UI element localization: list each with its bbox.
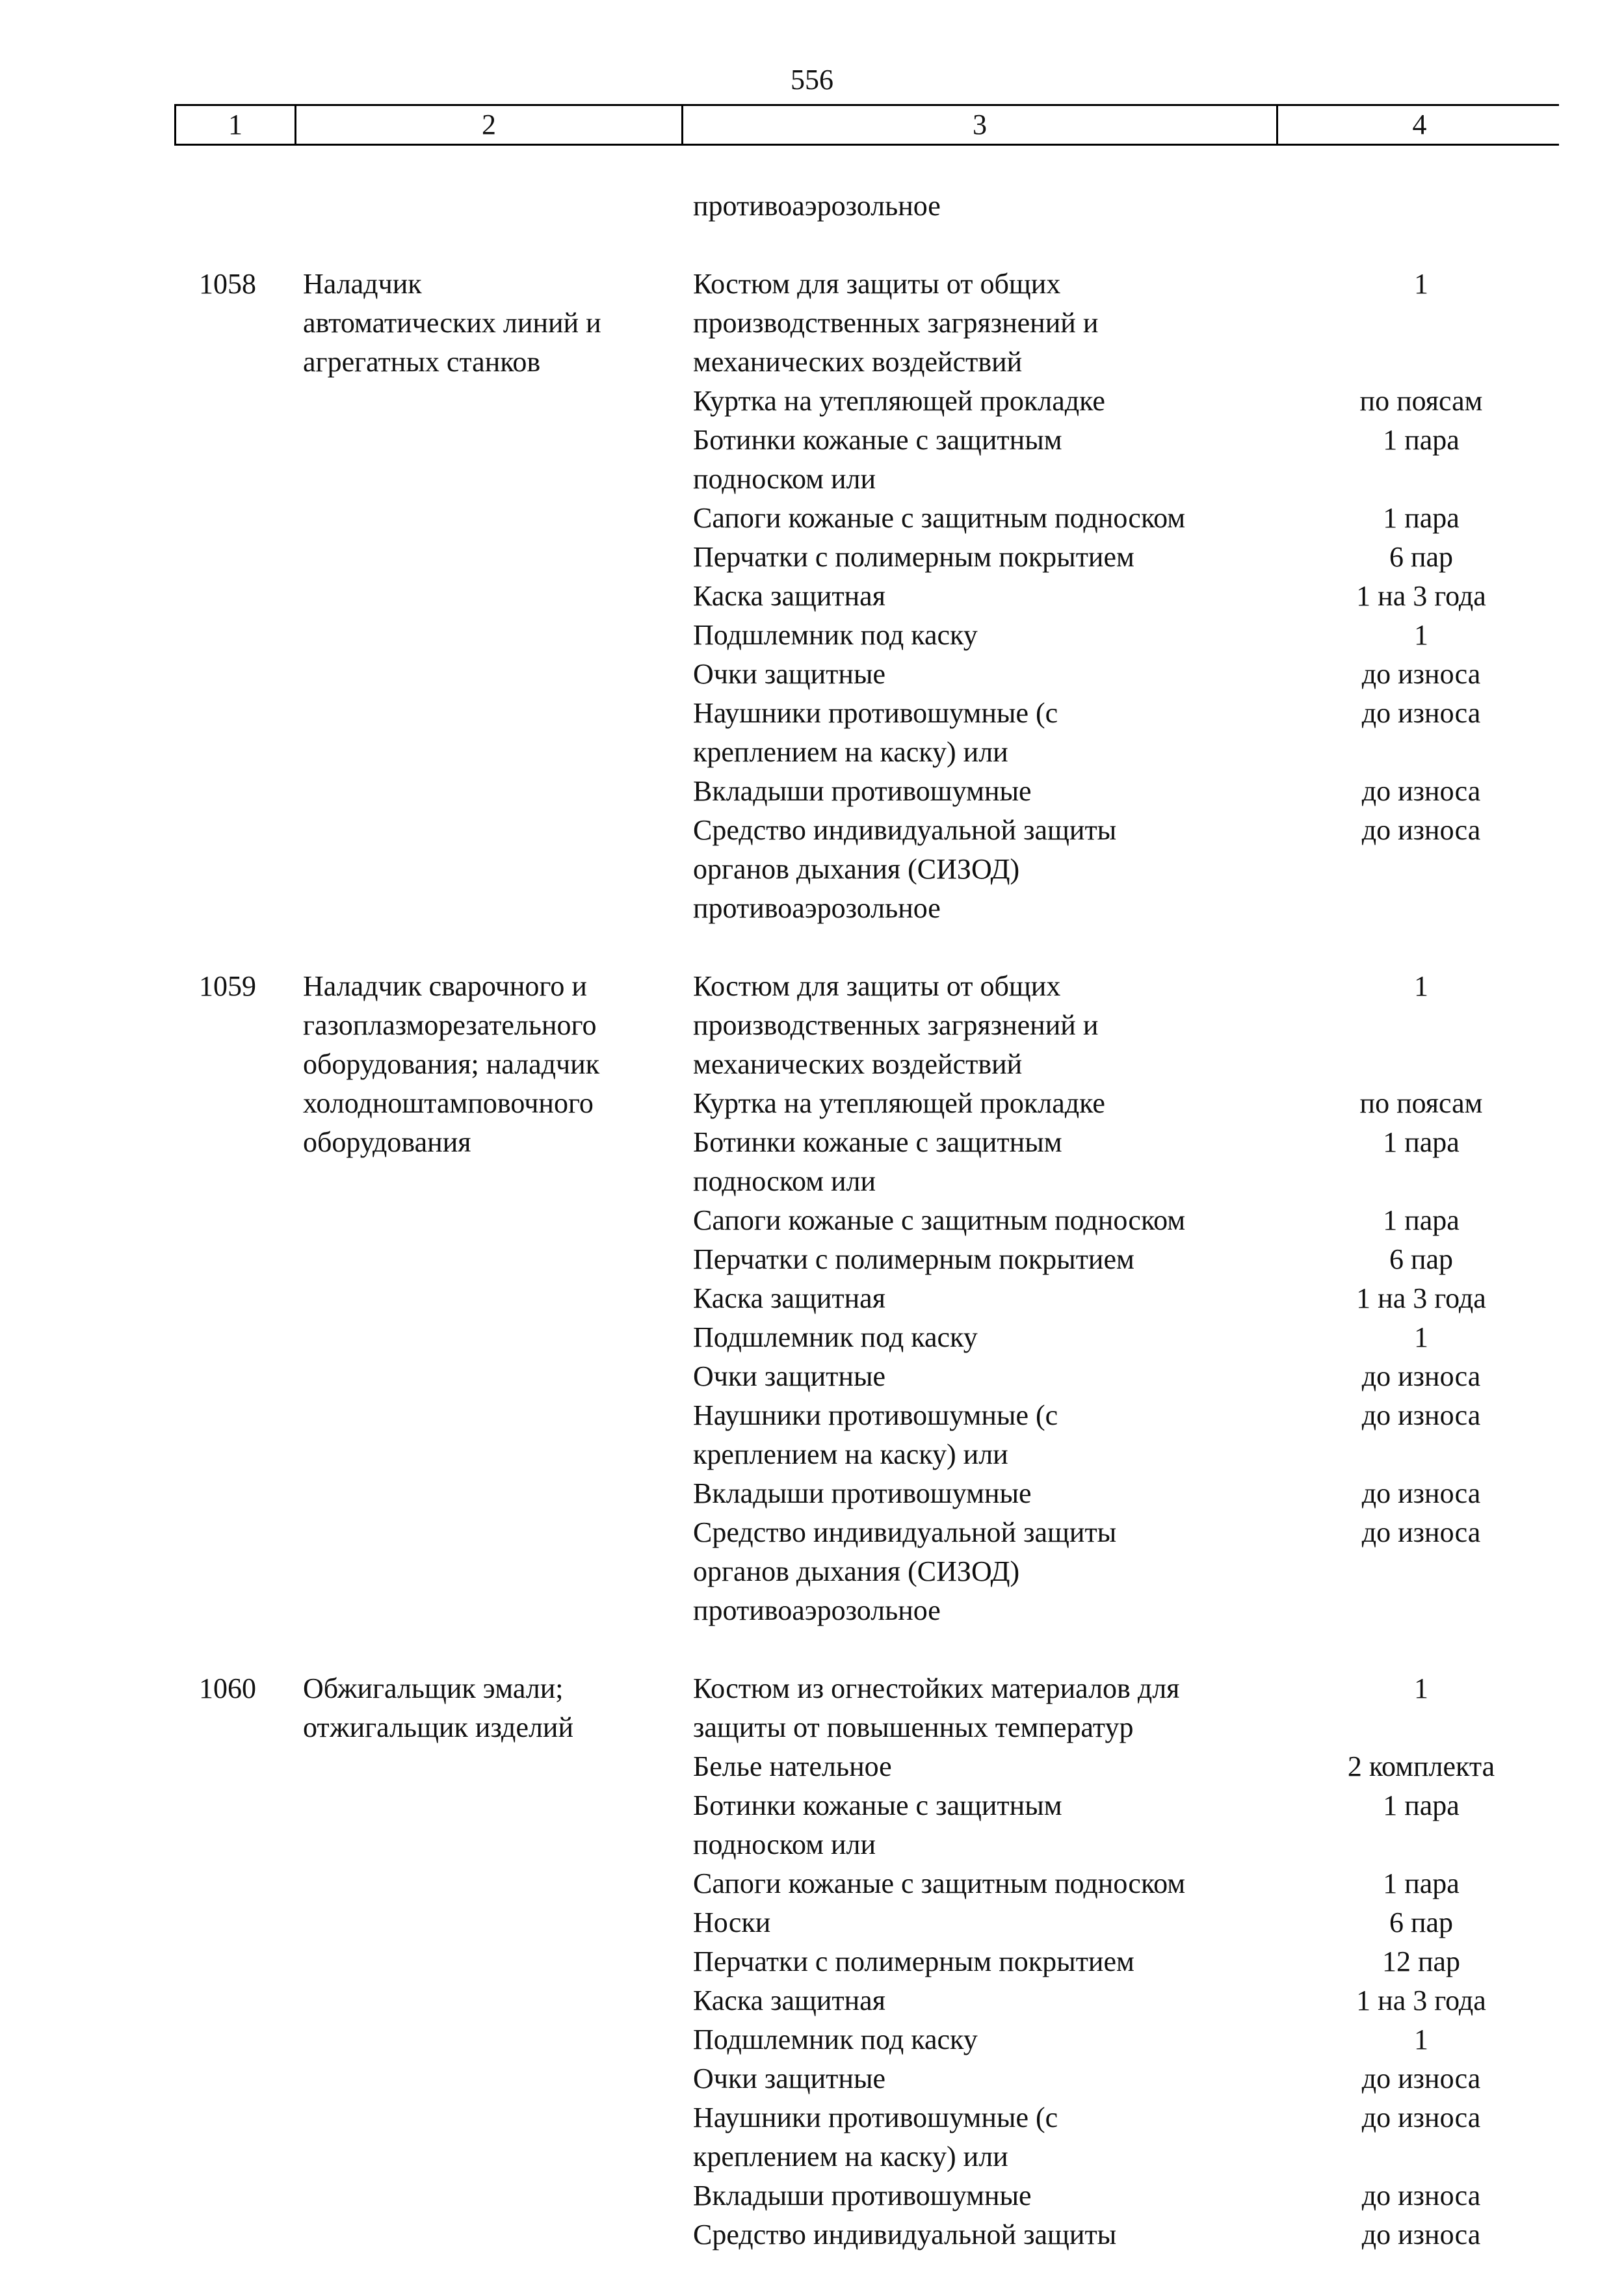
- ppe-item-quantity: до износа: [1361, 697, 1481, 729]
- ppe-item-quantity: 1 на 3 года: [1356, 580, 1486, 612]
- ppe-item-name: противоаэрозольное: [693, 892, 941, 924]
- ppe-item-name: Сапоги кожаные с защитным подноском: [693, 1204, 1186, 1236]
- ppe-item-name: Подшлемник под каску: [693, 2024, 978, 2055]
- ppe-item-name: Сапоги кожаные с защитным подноском: [693, 502, 1186, 534]
- ppe-item-name: органов дыхания (СИЗОД): [693, 1555, 1020, 1587]
- ppe-item-name: Средство индивидуальной защиты: [693, 2219, 1117, 2250]
- ppe-item-name: механических воздействий: [693, 346, 1023, 378]
- ppe-item-name: Наушники противошумные (с: [693, 697, 1058, 729]
- ppe-item-name: Костюм для защиты от общих: [693, 268, 1061, 300]
- ppe-item-name: креплением на каску) или: [693, 2141, 1008, 2172]
- page-number: 556: [791, 64, 833, 96]
- ppe-item-quantity: по поясам: [1359, 1087, 1483, 1119]
- ppe-item-name: креплением на каску) или: [693, 1438, 1008, 1470]
- ppe-item-quantity: до износа: [1361, 775, 1481, 807]
- ppe-item-name: защиты от повышенных температур: [693, 1711, 1134, 1743]
- ppe-item-quantity: 1 пара: [1383, 1204, 1460, 1236]
- ppe-item-quantity: 1: [1414, 2024, 1428, 2055]
- header-col-3: 3: [973, 109, 987, 140]
- ppe-item-name: Очки защитные: [693, 658, 886, 690]
- ppe-item-quantity: 6 пар: [1389, 1907, 1454, 1938]
- ppe-item-name: органов дыхания (СИЗОД): [693, 853, 1020, 885]
- ppe-item-quantity: 6 пар: [1389, 541, 1454, 573]
- ppe-item-quantity: до износа: [1361, 2219, 1481, 2250]
- ppe-item-name: Ботинки кожаные с защитным: [693, 1126, 1062, 1158]
- ppe-item-name: Вкладыши противошумные: [693, 2180, 1032, 2211]
- profession-name: Наладчик сварочного и: [303, 970, 587, 1002]
- ppe-item-name: Перчатки с полимерным покрытием: [693, 1946, 1134, 1977]
- ppe-item-name: Каска защитная: [693, 1985, 885, 2016]
- row-number: 1058: [199, 268, 256, 300]
- ppe-item-name: Подшлемник под каску: [693, 619, 978, 651]
- ppe-item-name: Куртка на утепляющей прокладке: [693, 385, 1105, 417]
- ppe-item-quantity: до износа: [1361, 1399, 1481, 1431]
- ppe-item-quantity: 1: [1414, 1321, 1428, 1353]
- ppe-item-name: механических воздействий: [693, 1048, 1023, 1080]
- ppe-item-name: подноском или: [693, 1828, 876, 1860]
- profession-name: газоплазморезательного: [303, 1009, 597, 1041]
- ppe-item-quantity: 2 комплекта: [1347, 1750, 1495, 1782]
- ppe-item-quantity: до износа: [1361, 658, 1481, 690]
- profession-name: агрегатных станков: [303, 346, 541, 378]
- ppe-item-quantity: 6 пар: [1389, 1243, 1454, 1275]
- column-header-row: [174, 104, 1559, 146]
- ppe-item-name: Очки защитные: [693, 2063, 886, 2094]
- ppe-item-name: производственных загрязнений и: [693, 307, 1099, 339]
- profession-name: оборудования; наладчик: [303, 1048, 600, 1080]
- ppe-item-quantity: 1 пара: [1383, 502, 1460, 534]
- ppe-item-name: подноском или: [693, 1165, 876, 1197]
- ppe-item-quantity: 1: [1414, 970, 1428, 1002]
- continuation-text: противоаэрозольное: [693, 190, 941, 222]
- ppe-item-quantity: 1 на 3 года: [1356, 1985, 1486, 2016]
- ppe-item-name: креплением на каску) или: [693, 736, 1008, 768]
- ppe-item-name: Наушники противошумные (с: [693, 2102, 1058, 2133]
- ppe-item-quantity: 12 пар: [1382, 1946, 1461, 1977]
- ppe-item-name: Каска защитная: [693, 580, 885, 612]
- ppe-item-quantity: до износа: [1361, 2180, 1481, 2211]
- ppe-item-quantity: 1 пара: [1383, 1126, 1460, 1158]
- ppe-item-name: Перчатки с полимерным покрытием: [693, 541, 1134, 573]
- ppe-item-quantity: до износа: [1361, 2102, 1481, 2133]
- ppe-item-quantity: 1: [1414, 619, 1428, 651]
- ppe-item-name: Подшлемник под каску: [693, 1321, 978, 1353]
- header-col-4: 4: [1412, 109, 1427, 140]
- ppe-item-quantity: 1: [1414, 268, 1428, 300]
- row-number: 1059: [199, 970, 256, 1002]
- header-col-1: 1: [228, 109, 242, 140]
- ppe-item-quantity: 1 пара: [1383, 424, 1460, 456]
- ppe-item-name: Очки защитные: [693, 1360, 886, 1392]
- ppe-item-quantity: до износа: [1361, 1360, 1481, 1392]
- ppe-item-name: противоаэрозольное: [693, 1594, 941, 1626]
- ppe-item-quantity: до износа: [1361, 2063, 1481, 2094]
- ppe-item-name: Ботинки кожаные с защитным: [693, 424, 1062, 456]
- ppe-item-name: Наушники противошумные (с: [693, 1399, 1058, 1431]
- ppe-item-quantity: 1 пара: [1383, 1789, 1460, 1821]
- ppe-item-quantity: по поясам: [1359, 385, 1483, 417]
- ppe-item-quantity: 1 пара: [1383, 1867, 1460, 1899]
- ppe-item-name: Носки: [693, 1907, 771, 1938]
- ppe-item-name: Костюм для защиты от общих: [693, 970, 1061, 1002]
- ppe-item-name: Сапоги кожаные с защитным подноском: [693, 1867, 1186, 1899]
- profession-name: отжигальщик изделий: [303, 1711, 574, 1743]
- ppe-item-quantity: до износа: [1361, 1516, 1481, 1548]
- profession-name: холодноштамповочного: [303, 1087, 594, 1119]
- ppe-item-quantity: 1: [1414, 1672, 1428, 1704]
- ppe-item-name: Вкладыши противошумные: [693, 775, 1032, 807]
- row-number: 1060: [199, 1672, 256, 1704]
- ppe-item-name: Белье нательное: [693, 1750, 892, 1782]
- ppe-item-name: подноском или: [693, 463, 876, 495]
- ppe-item-name: Куртка на утепляющей прокладке: [693, 1087, 1105, 1119]
- ppe-item-name: Перчатки с полимерным покрытием: [693, 1243, 1134, 1275]
- profession-name: оборудования: [303, 1126, 471, 1158]
- profession-name: Обжигальщик эмали;: [303, 1672, 564, 1704]
- ppe-item-quantity: до износа: [1361, 1477, 1481, 1509]
- ppe-item-name: Средство индивидуальной защиты: [693, 1516, 1117, 1548]
- ppe-item-quantity: 1 на 3 года: [1356, 1282, 1486, 1314]
- ppe-item-name: Вкладыши противошумные: [693, 1477, 1032, 1509]
- ppe-item-name: Средство индивидуальной защиты: [693, 814, 1117, 846]
- ppe-item-name: Каска защитная: [693, 1282, 885, 1314]
- ppe-item-name: Костюм из огнестойких материалов для: [693, 1672, 1180, 1704]
- ppe-item-name: производственных загрязнений и: [693, 1009, 1099, 1041]
- header-col-2: 2: [482, 109, 496, 140]
- ppe-item-quantity: до износа: [1361, 814, 1481, 846]
- ppe-item-name: Ботинки кожаные с защитным: [693, 1789, 1062, 1821]
- profession-name: автоматических линий и: [303, 307, 601, 339]
- profession-name: Наладчик: [303, 268, 422, 300]
